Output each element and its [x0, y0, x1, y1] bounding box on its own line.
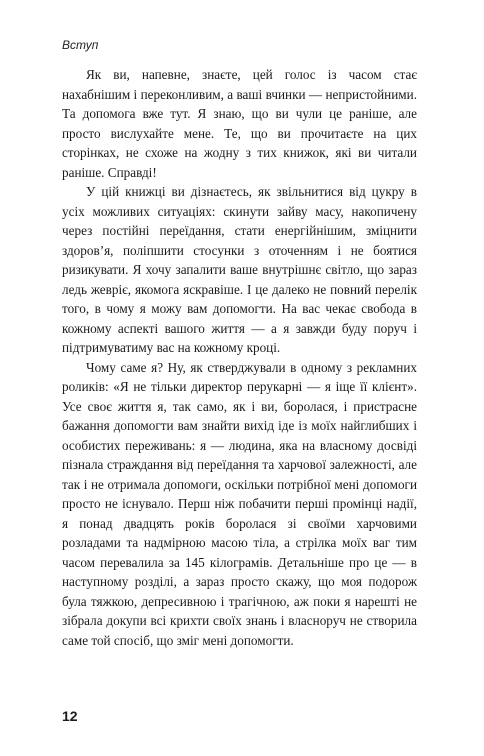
paragraph: У цій книжці ви дізнаєтесь, як звільнитися від цукру в усіх можливих ситуаціях: скинути зайву масу, накопичену через постійні переїдання, стати енергійнішим, зміцнити здоров’я, поліпшити стосунки з оточенням і не боятися ризикувати. Я хочу запалити ваше внутрішнє світло, що зараз ледь жевріє, якомога яскравіше. І це далеко не повний перелік того, в чому я можу вам допомогти. На вас чекає свобода в кожному аспекті вашого життя — а я завжди буду поруч і підтримуватиму вас на кожному кроці.	[62, 184, 417, 355]
paragraph: Чому саме я? Ну, як стверджували в одному з рекламних роликів: «Я не тільки директор перукарні — я іще її клієнт». Усе своє життя я, так само, як і ви, боролася, і пристрасне бажання допомогти вам знайти вихід іде із моїх найглибших і особистих переживань: я — людина, яка на власному досвіді пізнала страждання від переїдання та харчової залежності, але так і не отримала допомоги, оскільки потрібної мені допомоги просто не існувало. Перш ніж побачити перші промінці надії, я понад двадцять років боролася зі своїми харчовими розладами та надмірною масою тіла, а стрілка моїх ваг тим часом перевалила за 145 кілограмів. Детальніше про це — в наступному розділі, а зараз просто скажу, що моя подорож була тяжкою, депресивною і трагічною, аж поки я нарешті не зібрала докупи всі крихти своїх знань і власноруч не створила саме той спосіб, що зміг мені допомогти.	[62, 359, 417, 648]
paragraph: Як ви, напевне, знаєте, цей голос із часом стає нахабнішим і переконливим, а ваші вчинки — непристойними. Та допомога вже тут. Я знаю, що ви чули це раніше, але просто вислухайте мене. Те, що ви прочитаєте на цих сторінках, не схоже на жодну з тих книжок, які ви читали раніше. Справді!	[62, 67, 417, 180]
running-header: Вступ	[62, 38, 99, 52]
page-number: 12	[62, 708, 78, 724]
body-text	[62, 65, 417, 650]
